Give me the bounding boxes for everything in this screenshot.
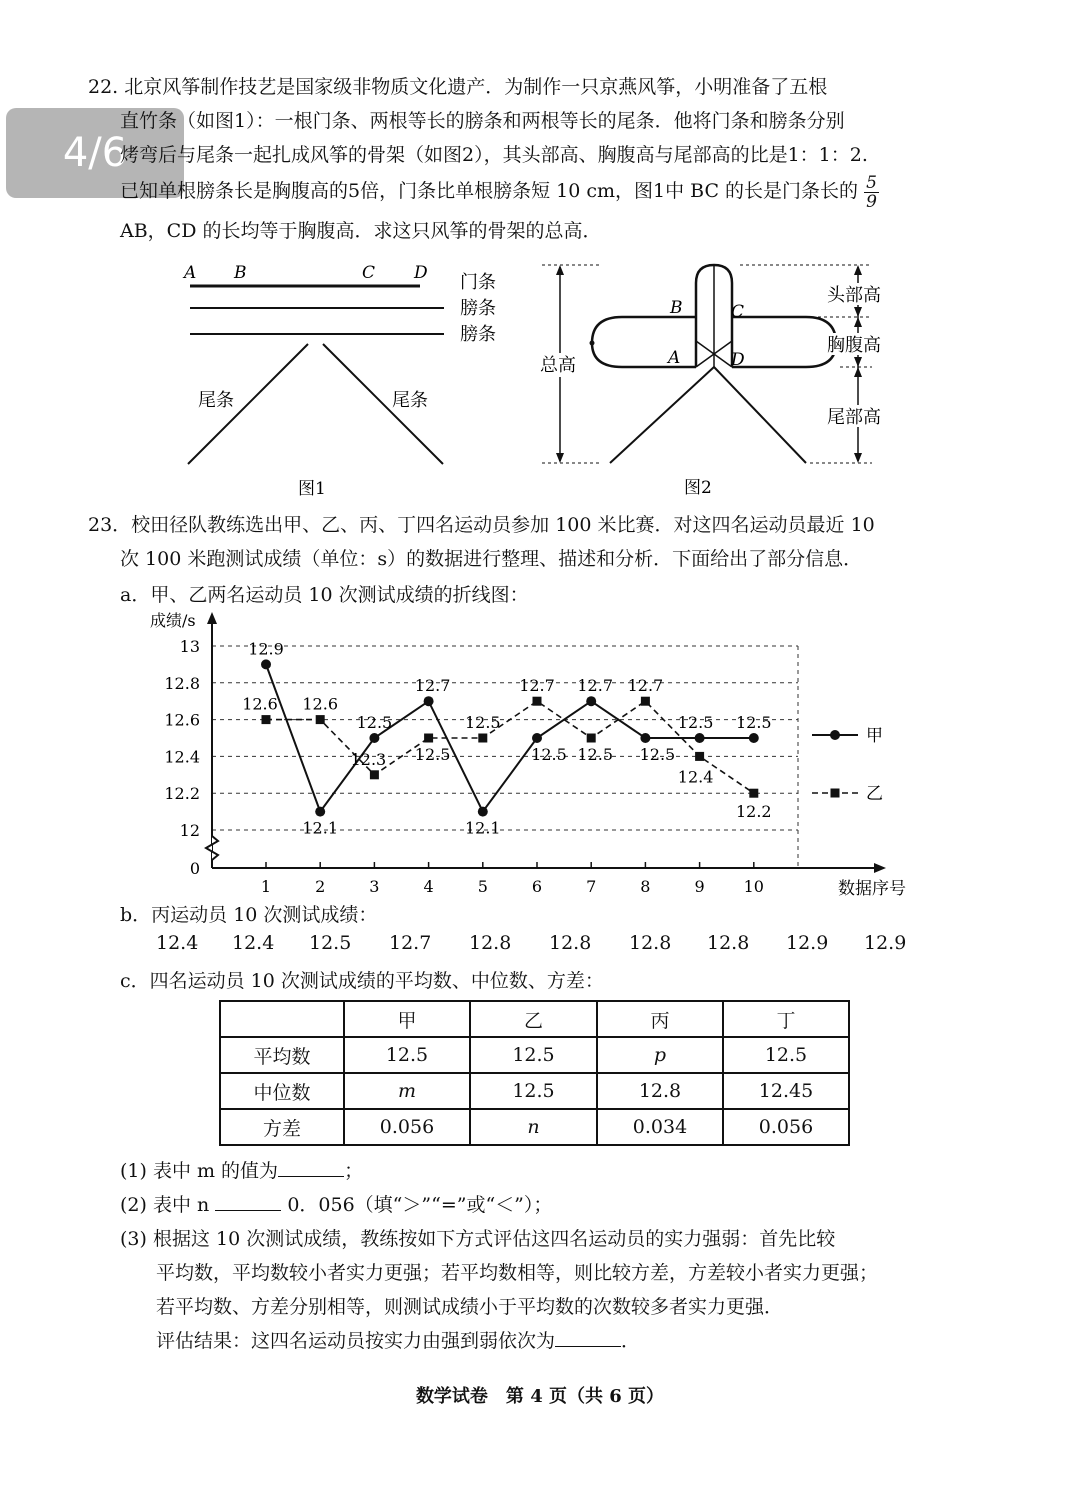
q23-line-1: 23．校田径队教练选出甲、乙、丙、丁四名运动员参加 100 米比赛．对这四名运动员最近 10	[88, 514, 875, 536]
data-label-jia: 12.1	[464, 818, 501, 838]
q23-sub-2-text: (2) 表中 n	[120, 1194, 210, 1216]
data-point-yi	[478, 734, 487, 743]
answer-blank-n[interactable]	[215, 1190, 281, 1211]
bing-score: 12.7	[389, 932, 432, 954]
data-label-yi: 12.3	[350, 749, 387, 769]
bing-score: 12.8	[629, 932, 672, 954]
bing-score: 12.8	[469, 932, 512, 954]
fraction-five-ninths	[864, 174, 879, 211]
data-point-jia	[586, 696, 596, 706]
x-tick-label: 8	[640, 877, 651, 896]
table-cell: 12.5	[344, 1037, 470, 1073]
y-tick-label: 12.4	[164, 747, 200, 767]
bing-score: 12.8	[549, 932, 592, 954]
table-cell: 12.45	[723, 1073, 849, 1109]
fig1-wei-left-label: 尾条	[198, 390, 234, 411]
wing-left	[592, 317, 696, 367]
fig2-label-b: B	[670, 298, 683, 318]
table-row	[220, 1073, 849, 1109]
data-point-yi	[695, 752, 704, 761]
data-point-jia	[315, 807, 325, 817]
data-label-jia: 12.5	[531, 745, 567, 764]
x-tick-label: 7	[586, 877, 597, 896]
fig2-chest-label: 胸腹高	[827, 335, 881, 356]
data-label-jia: 12.7	[577, 676, 614, 696]
data-point-jia	[369, 733, 379, 743]
table-header-cell: 甲	[344, 1001, 470, 1037]
data-point-jia	[640, 733, 650, 743]
fig1-bang-label-1: 膀条	[460, 298, 496, 319]
q23-part-a: a．甲、乙两名运动员 10 次测试成绩的折线图：	[120, 584, 529, 606]
statistics-table	[219, 1000, 850, 1146]
fig2-label-a: A	[668, 348, 681, 368]
table-header-cell: 丙	[597, 1001, 723, 1037]
data-point-jia	[695, 733, 705, 743]
table-cell: 12.5	[723, 1037, 849, 1073]
data-point-yi	[533, 697, 542, 706]
q23-sub-3-line-2: 平均数，平均数较小者实力更强；若平均数相等，则比较方差，方差较小者实力更强；	[156, 1262, 879, 1284]
answer-blank-ranking[interactable]	[555, 1326, 621, 1347]
fig2-label-c: C	[731, 302, 745, 322]
data-label-yi: 12.5	[414, 745, 451, 764]
data-label-jia: 12.5	[677, 713, 714, 732]
table-cell: 12.8	[597, 1073, 723, 1109]
table-header-row	[220, 1001, 849, 1037]
table-cell: 0.056	[344, 1109, 470, 1145]
figure-1	[180, 258, 510, 498]
table-header-cell: 乙	[470, 1001, 597, 1037]
data-label-yi: 12.6	[302, 694, 339, 714]
q23-sub-3-line-1: (3) 根据这 10 次测试成绩，教练按如下方式评估这四名运动员的实力强弱：首先比较	[120, 1228, 836, 1250]
x-axis-arrow	[874, 863, 886, 873]
data-label-yi: 12.5	[577, 745, 614, 764]
data-label-jia: 12.9	[248, 639, 284, 659]
data-label-yi: 12.5	[464, 713, 501, 732]
data-point-yi	[424, 734, 433, 743]
y-tick-label: 12	[179, 821, 200, 840]
legend-marker-jia	[830, 730, 840, 740]
table-row	[220, 1109, 849, 1145]
fig1-wei-right-label: 尾条	[392, 390, 428, 411]
y-tick-label: 12.6	[164, 710, 200, 730]
data-point-yi	[749, 789, 758, 798]
page-indicator-badge: 4/6	[6, 108, 184, 198]
data-point-yi	[641, 697, 650, 706]
fraction-denominator: 9	[866, 191, 877, 212]
data-point-yi	[587, 734, 596, 743]
y-tick-label: 12.8	[164, 673, 200, 693]
fig1-label-b: B	[234, 263, 247, 283]
page-footer: 数学试卷 第 4 页（共 6 页）	[415, 1386, 665, 1407]
x-tick-label: 10	[743, 877, 764, 896]
q23-sub-2	[120, 1186, 552, 1224]
fig2-tail-label: 尾部高	[827, 407, 881, 428]
legend-label-yi: 乙	[866, 784, 883, 804]
q22-line-4	[120, 172, 879, 211]
data-point-yi	[262, 715, 271, 724]
line-chart-svg	[150, 610, 920, 900]
y-tick-label: 13	[179, 637, 200, 656]
x-tick-label: 4	[423, 877, 434, 896]
q22-line-3: 烤弯后与尾条一起扎成风筝的骨架（如图2），其头部高、胸腹高与尾部高的比是1：1：2.	[120, 144, 868, 166]
fig1-label-a: A	[184, 263, 197, 283]
q23-part-b: b．丙运动员 10 次测试成绩：	[120, 904, 378, 926]
data-label-jia: 12.1	[302, 818, 339, 838]
data-point-jia	[749, 733, 759, 743]
line-chart	[150, 610, 920, 900]
bing-score: 12.9	[864, 932, 907, 954]
table-cell: m	[344, 1073, 470, 1109]
data-point-jia	[532, 733, 542, 743]
fig1-label-c: C	[362, 263, 376, 283]
bing-score: 12.9	[786, 932, 829, 954]
bing-score: 12.8	[707, 932, 750, 954]
q23-sub-3-line-4	[156, 1322, 640, 1360]
table-cell: n	[470, 1109, 597, 1145]
data-point-jia	[424, 696, 434, 706]
q23-sub-3-end: ．	[621, 1330, 641, 1352]
tail-left	[610, 367, 714, 463]
table-cell: p	[597, 1037, 723, 1073]
table-row-header: 平均数	[220, 1037, 344, 1073]
q23-sub-3-line-4-text: 评估结果：这四名运动员按实力由强到弱依次为	[156, 1330, 556, 1352]
fig1-bang-label-2: 膀条	[460, 324, 496, 345]
table-row-header: 方差	[220, 1109, 344, 1145]
q23-sub-1-text: (1) 表中 m 的值为	[120, 1160, 279, 1182]
figure-2	[530, 255, 910, 500]
data-point-jia	[261, 659, 271, 669]
tail-right	[714, 367, 806, 463]
x-tick-label: 9	[694, 877, 705, 896]
figure-2-svg	[530, 255, 910, 500]
y-tick-label: 12.2	[164, 784, 200, 804]
fig2-label-d: D	[731, 350, 745, 370]
x-tick-label: 2	[315, 877, 326, 896]
fig1-men-label: 门条	[460, 272, 496, 293]
wing-right	[732, 317, 836, 367]
q23-sub-1-end: ；	[344, 1160, 364, 1182]
q23-sub-3-line-3: 若平均数、方差分别相等，则测试成绩小于平均数的次数较多者实力更强．	[156, 1296, 784, 1318]
fig1-caption: 图1	[298, 479, 326, 498]
table-cell: 0.034	[597, 1109, 723, 1145]
x-axis-label: 数据序号	[838, 879, 906, 899]
bing-score: 12.4	[156, 932, 199, 954]
q23-line-2: 次 100 米跑测试成绩（单位：s）的数据进行整理、描述和分析．下面给出了部分信息．	[120, 548, 863, 570]
table-header-cell: 丁	[723, 1001, 849, 1037]
q22-line-2: 直竹条（如图1）：一根门条、两根等长的膀条和两根等长的尾条．他将门条和膀条分别	[120, 110, 845, 132]
data-label-jia: 12.5	[639, 745, 676, 764]
table-cell: 12.5	[470, 1037, 597, 1073]
fig2-caption: 图2	[684, 478, 712, 498]
table-row-header: 中位数	[220, 1073, 344, 1109]
data-label-yi: 12.6	[242, 694, 278, 714]
bing-score: 12.4	[232, 932, 275, 954]
table-cell: 12.5	[470, 1073, 597, 1109]
x-tick-label: 3	[369, 877, 380, 896]
data-label-yi: 12.4	[677, 767, 714, 787]
answer-blank-m[interactable]	[278, 1156, 344, 1177]
fig2-total-label: 总高	[540, 355, 576, 376]
q22-line-5: AB，CD 的长均等于胸腹高．求这只风筝的骨架的总高．	[120, 220, 602, 242]
figure-1-svg	[180, 258, 510, 498]
data-point-yi	[316, 715, 325, 724]
fig1-label-d: D	[414, 263, 428, 283]
table-row	[220, 1037, 849, 1073]
x-tick-label: 1	[260, 877, 272, 896]
bing-scores-row	[156, 932, 926, 962]
data-label-jia: 12.5	[735, 713, 772, 732]
data-point-jia	[478, 807, 488, 817]
q23-sub-1	[120, 1152, 363, 1190]
q23-sub-2-end: 0．056（填“＞”“=”或“＜”）；	[287, 1194, 553, 1216]
axis-break	[206, 836, 218, 860]
fraction-numerator: 5	[866, 172, 877, 193]
y-axis-label: 成绩/s	[150, 611, 196, 630]
q22-line-1: 22. 北京风筝制作技艺是国家级非物质文化遗产．为制作一只京燕风筝，小明准备了五根	[88, 76, 828, 98]
x-tick-label: 5	[477, 877, 488, 896]
x-tick-label: 6	[531, 877, 543, 896]
q23-part-c: c．四名运动员 10 次测试成绩的平均数、中位数、方差：	[120, 970, 604, 992]
data-label-yi: 12.7	[627, 676, 664, 696]
q22-line-4-text: 已知单根膀条长是胸腹高的5倍，门条比单根膀条短 10 cm，图1中 BC 的长是门条长的	[120, 180, 859, 202]
data-label-jia: 12.5	[356, 713, 393, 732]
bing-score: 12.5	[309, 932, 352, 954]
y-tick-label: 0	[189, 859, 200, 878]
data-label-yi: 12.7	[519, 676, 555, 696]
fig2-head-label: 头部高	[827, 285, 881, 306]
data-label-jia: 12.7	[414, 676, 451, 696]
y-axis-arrow	[207, 612, 217, 624]
legend-marker-yi	[831, 789, 840, 798]
table-cell: 0.056	[723, 1109, 849, 1145]
legend-label-jia: 甲	[866, 726, 883, 746]
data-label-yi: 12.2	[735, 802, 772, 822]
data-point-yi	[370, 770, 379, 779]
table-header-cell	[220, 1001, 344, 1037]
